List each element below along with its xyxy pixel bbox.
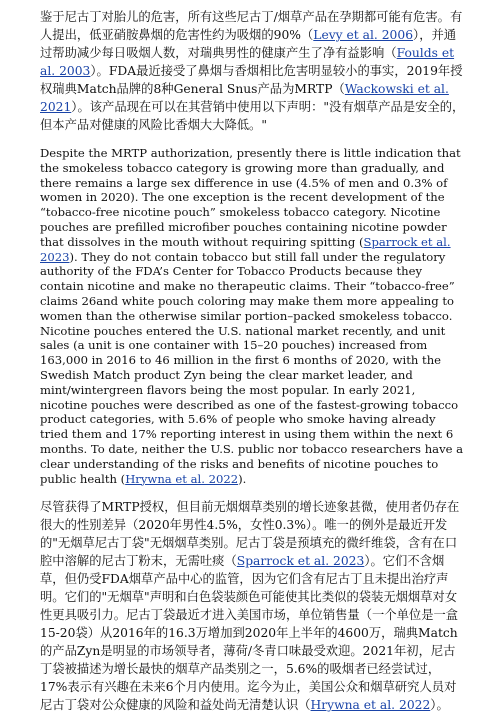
paragraph-text: ）。FDA最近接受了鼻烟与香烟相比危害明显较小的事实，2019年授权瑞典Match品牌的8种General Snus产品为MRTP（ [40, 64, 463, 96]
paragraph-text: Despite the MRTP authorization, presently there is little indication that the smokeless tobacco category is growing more than gradually, and there remains a large sex difference in use (4.5% of men and 0.3% of women in 2020). The one exception is the recent development of the “tobacco-free nicotine pouch” smokeless tobacco category. Nicotine pouches are prefilled microfiber pouches containing nicotine powder that dissolves in the mouth without requiring spitting ( [40, 146, 461, 249]
citation-link[interactable]: Sparrock et al. 2023 [236, 554, 365, 569]
paragraph-chinese-pouches [40, 498, 465, 714]
paragraph-text: ）。该产品现在可以在其营销中使用以下声明："没有烟草产品是安全的，但本产品对健康的风险比香烟大大降低。" [40, 100, 465, 132]
citation-link[interactable]: Foulds et al. 2003 [40, 46, 455, 78]
paragraph-chinese-snus [40, 8, 465, 134]
citation-link[interactable]: Hrywna et al. 2022 [125, 471, 239, 486]
paragraph-text: ）。 [430, 698, 449, 713]
citation-link[interactable]: Levy et al. 2006 [313, 28, 414, 42]
paragraph-text: 鉴于尼古丁对胎儿的危害，所有这些尼古丁/烟草产品在孕期都可能有危害。有人提出，低亚硝胺鼻烟的危害性约为吸烟的90%（ [40, 10, 463, 42]
citation-link[interactable]: Wackowski et al. 2021 [40, 82, 449, 114]
citation-link[interactable]: Hrywna et al. 2022 [310, 698, 431, 713]
document-page [40, 8, 465, 714]
paragraph-text: 尽管获得了MRTP授权，但目前无烟烟草类别的增长迹象甚微，使用者仍存在很大的性别差异（2020年男性4.5%，女性0.3%）。唯一的例外是最近开发的"无烟草尼古丁袋"无烟烟草类别。尼古丁袋是预填充的微纤维袋，含有在口腔中溶解的尼古丁粉末，无需吐痰（ [40, 500, 460, 569]
paragraph-text: ）。它们不含烟草，但仍受FDA烟草产品中心的监管，因为它们含有尼古丁且未提出治疗声明。它们的"无烟草"声明和白色袋装颜色可能使其比类似的袋装无烟烟草对女性更具吸引力。尼古丁袋最近才进入美国市场，单位销售量（一个单位是一盒15-20袋）从2016年的16.3万增加到2020年上半年的4600万，瑞典Match的产品Zyn是明显的市场领导者，薄荷/冬青口味最受欢迎。2021年初，尼古丁袋被描述为增长最快的烟草产品类别之一，5.6%的吸烟者已经尝试过，17%表示有兴趣在未来6个月内使用。迄今为止，美国公众和烟草研究人员对尼古丁袋对公众健康的风险和益处尚无清楚认识（ [40, 554, 459, 713]
citation-link[interactable]: Sparrock et al. 2023 [40, 234, 451, 264]
paragraph-text: ). [238, 471, 247, 486]
paragraph-text: ），并通过帮助减少每日吸烟人数，对瑞典男性的健康产生了净有益影响（ [40, 28, 457, 60]
paragraph-text: ). They do not contain tobacco but still fall under the regulatory authority of the FDA’s Center for Tobacco Products because they contain nicotine and make no therapeutic claims. Their “tobacco-free” claims 26and white pouch coloring may make them more appealing to women than the otherwise similar portion–packed smokeless tobacco. Nicotine pouches entered the U.S. national market recently, and unit sales (a unit is one container with 15–20 pouches) increased from 163,000 in 2016 to 46 million in the first 6 months of 2020, with the Swedish Match product Zyn being the clear market leader, and mint/wintergreen flavors being the most popular. In early 2021, nicotine pouches were described as one of the fastest-growing tobacco product categories, with 5.6% of people who smoke having already tried them and 17% reporting interest in using them within the next 6 months. To date, neither the U.S. public nor tobacco researchers have a clear understanding of the risks and benefits of nicotine pouches to public health ( [40, 249, 464, 486]
paragraph-english-pouches [40, 146, 465, 486]
